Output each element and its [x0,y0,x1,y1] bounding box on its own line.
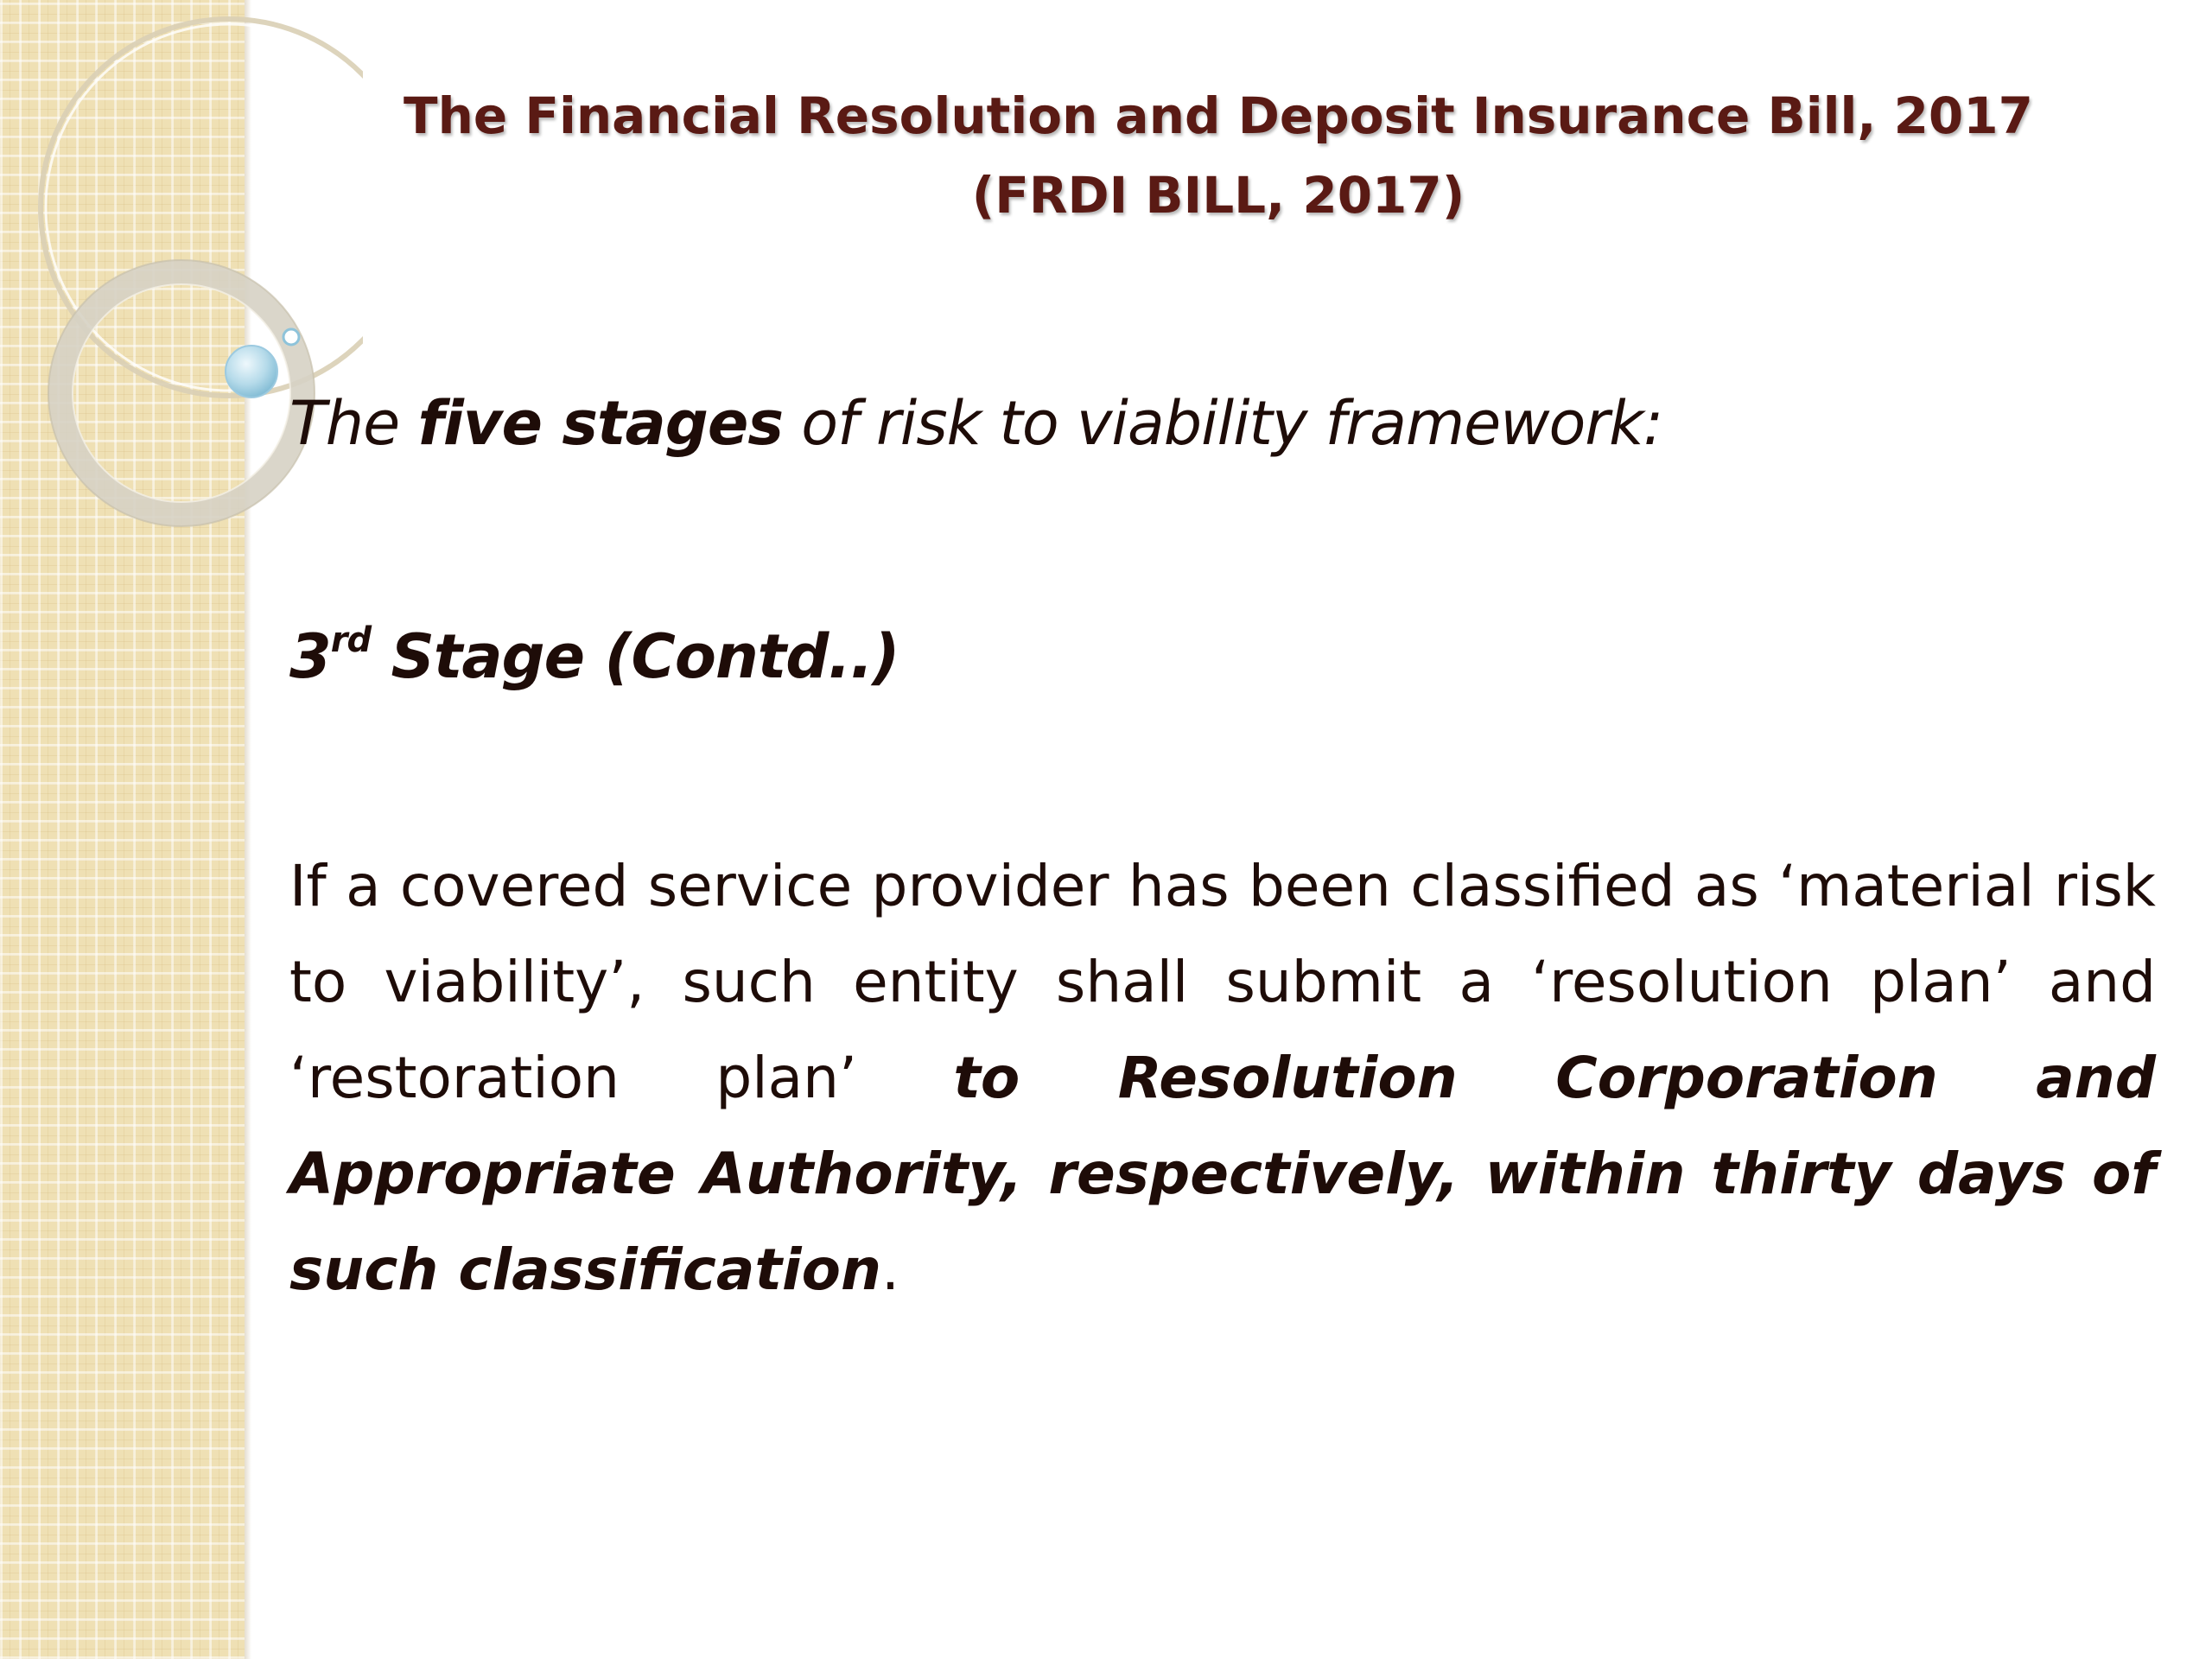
decorative-plaid-strip [0,0,245,1659]
stage-label: Stage (Contd..) [371,621,899,692]
paragraph-emphasis: to Resolution Corporation and Appropriate Authority, respectively, within thirty days of such classification [289,1045,2156,1303]
title-line-1: The Financial Resolution and Deposit Insurance Bill, 2017 [404,86,2033,145]
paragraph-end: . [880,1236,899,1303]
slide-title [285,76,2152,235]
stage-paragraph [289,838,2156,1318]
stage-ordinal: rd [330,620,372,660]
intro-bold: five stages [417,388,783,459]
title-line-2: (FRDI BILL, 2017) [971,166,1465,225]
intro-prefix: The [289,388,418,459]
stage-number: 3 [289,621,331,692]
small-bubble [283,329,299,345]
stage-heading [289,613,2156,700]
strip-edge-shadow [245,0,251,1659]
paragraph-plain: If a covered service provider has been classified as ‘material risk to viability’, such entity shall submit a ‘resolution plan’ and ‘restoration plan’ [289,853,2156,1111]
intro-suffix: of risk to viability framework: [783,388,1663,459]
framework-intro [289,380,2156,467]
